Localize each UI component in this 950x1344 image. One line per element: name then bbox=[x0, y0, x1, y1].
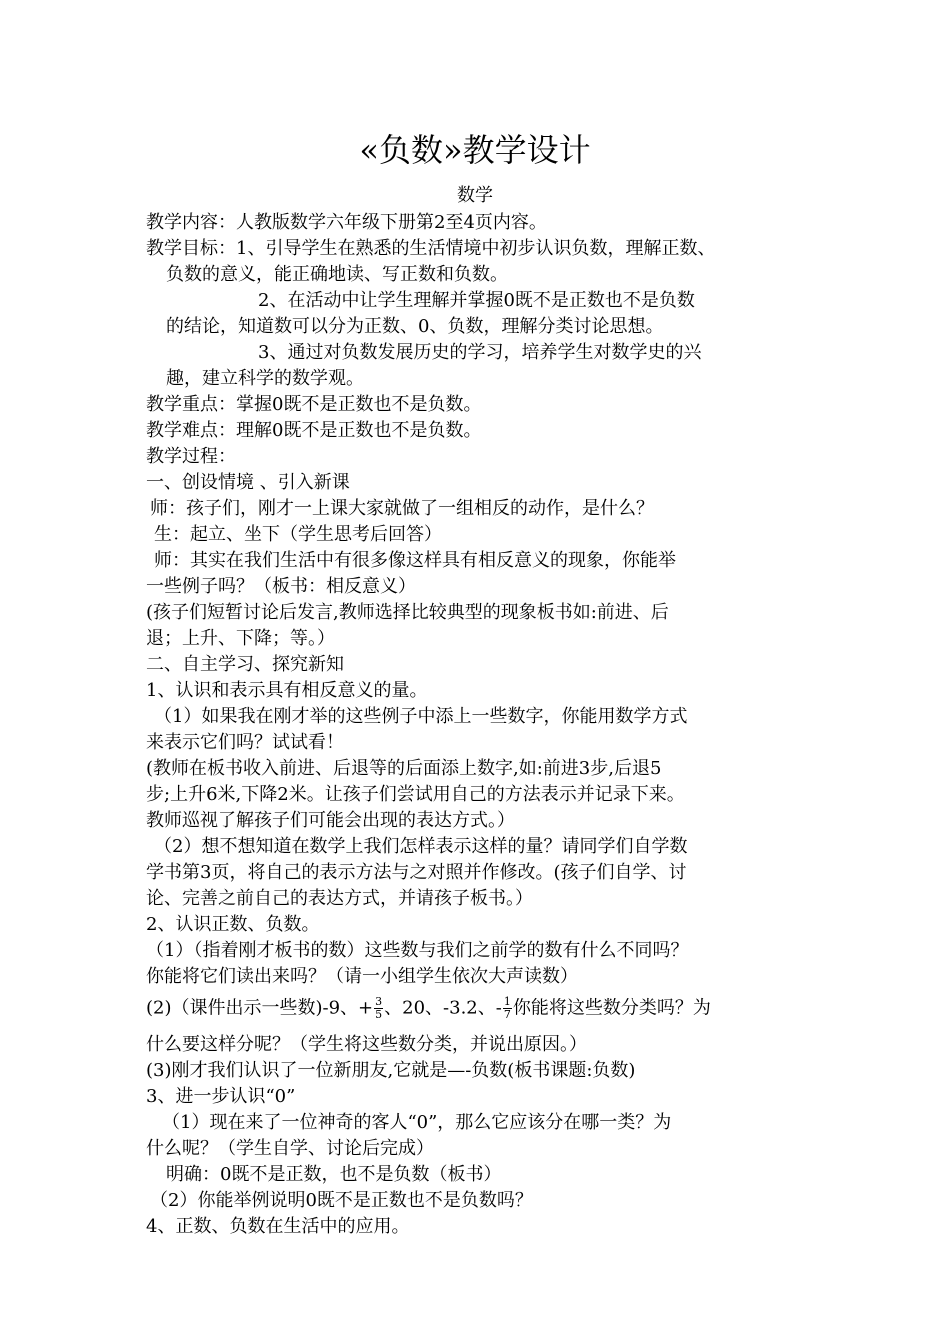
difficulty-line: 教学难点：理解0既不是正数也不是负数。 bbox=[146, 420, 482, 441]
formula-middle: 、20、-3.2、- bbox=[384, 997, 502, 1019]
subsection-heading: 2、认识正数、负数。 bbox=[146, 914, 320, 935]
paragraph-line: （2）想不想知道在数学上我们怎样表示这样的量？请同学们自学数 bbox=[154, 836, 688, 857]
paragraph-line: （1）如果我在刚才举的这些例子中添上一些数字，你能用数学方式 bbox=[154, 706, 688, 727]
paragraph-line: 论、完善之前自己的表达方式，并请孩子板书。） bbox=[146, 888, 533, 909]
paragraph-line: 步;上升6米,下降2米。让孩子们尝试用自己的方法表示并记录下来。 bbox=[146, 784, 685, 805]
objectives-line: 3、通过对负数发展历史的学习，培养学生对数学史的兴 bbox=[258, 342, 702, 363]
objectives-line: 的结论，知道数可以分为正数、0、负数，理解分类讨论思想。 bbox=[166, 316, 664, 337]
section-heading: 二、自主学习、探究新知 bbox=[146, 654, 344, 675]
document-subject: 数学 bbox=[457, 185, 493, 206]
fraction-three-fifths: $\frac{3}{5}$ bbox=[375, 995, 383, 1021]
paragraph-line: 什么要这样分呢？（学生将这些数分类，并说出原因。） bbox=[146, 1034, 587, 1055]
subsection-heading: 4、正数、负数在生活中的应用。 bbox=[146, 1216, 410, 1237]
section-heading: 一、创设情境 、引入新课 bbox=[146, 472, 350, 493]
objectives-line: 教学目标：1、引导学生在熟悉的生活情境中初步认识负数，理解正数、 bbox=[146, 238, 716, 259]
key-point-line: 教学重点：掌握0既不是正数也不是负数。 bbox=[146, 394, 482, 415]
paragraph-line: （1）（指着刚才板书的数）这些数与我们之前学的数有什么不同吗？ bbox=[146, 940, 689, 961]
paragraph-line: 明确：0既不是正数，也不是负数（板书） bbox=[166, 1164, 502, 1185]
paragraph-line: 学书第3页，将自己的表示方法与之对照并作修改。(孩子们自学、讨 bbox=[146, 862, 687, 883]
fraction-one-seventh: $\frac{1}{7}$ bbox=[503, 995, 511, 1021]
paragraph-line: 退；上升、下降；等。） bbox=[146, 628, 335, 649]
paragraph-line: （2）你能举例说明0既不是正数也不是负数吗？ bbox=[150, 1190, 533, 1211]
paragraph-line: 来表示它们吗？试试看！ bbox=[146, 732, 344, 753]
paragraph-line: 你能将它们读出来吗？（请一小组学生依次大声读数） bbox=[146, 966, 578, 987]
paragraph-line: (孩子们短暂讨论后发言,教师选择比较典型的现象板书如:前进、后 bbox=[146, 602, 669, 623]
subsection-heading: 3、进一步认识“0” bbox=[146, 1086, 296, 1107]
paragraph-line: 师：孩子们，刚才一上课大家就做了一组相反的动作，是什么？ bbox=[150, 498, 654, 519]
process-heading: 教学过程： bbox=[146, 446, 236, 467]
content-line: 教学内容：人教版数学六年级下册第2至4页内容。 bbox=[146, 212, 547, 233]
paragraph-line: 一些例子吗？（板书：相反意义） bbox=[146, 576, 416, 597]
paragraph-line: （1）现在来了一位神奇的客人“0”，那么它应该分在哪一类？为 bbox=[162, 1112, 672, 1133]
objectives-line: 2、在活动中让学生理解并掌握0既不是正数也不是负数 bbox=[258, 290, 695, 311]
paragraph-line: 师：其实在我们生活中有很多像这样具有相反意义的现象，你能举 bbox=[154, 550, 676, 571]
paragraph-line: 生：起立、坐下（学生思考后回答） bbox=[154, 524, 442, 545]
paragraph-line: (3)刚才我们认识了一位新朋友,它就是—-负数(板书课题:负数) bbox=[146, 1060, 636, 1081]
formula-prefix: (2)（课件出示一些数)-9、+ bbox=[146, 997, 374, 1019]
paragraph-line: 教师巡视了解孩子们可能会出现的表达方式。） bbox=[146, 810, 515, 831]
formula-suffix: 你能将这些数分类吗？为 bbox=[512, 997, 711, 1019]
subsection-heading: 1、认识和表示具有相反意义的量。 bbox=[146, 680, 428, 701]
paragraph-line: 什么呢？（学生自学、讨论后完成） bbox=[146, 1138, 434, 1159]
document-title: «负数»教学设计 bbox=[359, 131, 591, 169]
formula-line bbox=[146, 996, 836, 1021]
objectives-line: 趣，建立科学的数学观。 bbox=[166, 368, 364, 389]
paragraph-line: (教师在板书收入前进、后退等的后面添上数字,如:前进3步,后退5 bbox=[146, 758, 662, 779]
objectives-line: 负数的意义，能正确地读、写正数和负数。 bbox=[166, 264, 508, 285]
